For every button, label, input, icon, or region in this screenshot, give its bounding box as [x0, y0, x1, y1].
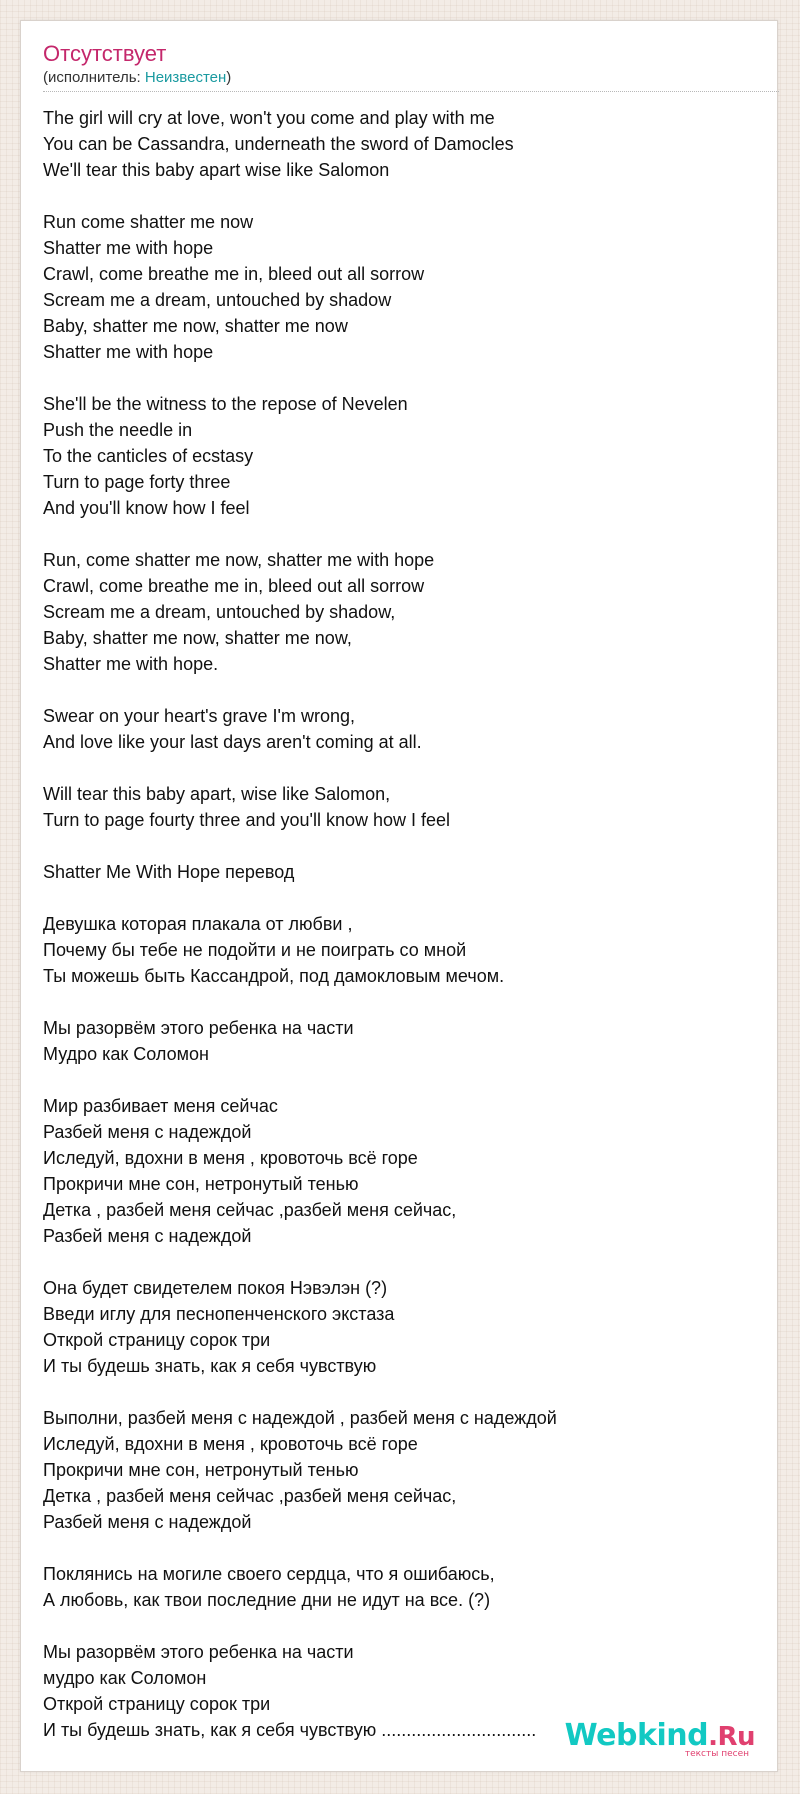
lyric-line: мудро как Соломон	[43, 1668, 207, 1688]
lyric-line: Она будет свидетелем покоя Нэвэлэн (?)	[43, 1278, 388, 1298]
lyric-line: Иследуй, вдохни в меня , кровоточь всё горе	[43, 1148, 418, 1168]
lyric-line: А любовь, как твои последние дни не идут на все. (?)	[43, 1590, 491, 1610]
lyric-line: She'll be the witness to the repose of Nevelen	[43, 394, 408, 414]
lyric-line: Введи иглу для песнопенченского экстаза	[43, 1304, 395, 1324]
lyric-line: Мудро как Соломон	[43, 1044, 209, 1064]
lyric-line: Run, come shatter me now, shatter me with hope	[43, 550, 435, 570]
lyric-line: Baby, shatter me now, shatter me now	[43, 316, 348, 336]
lyric-line: Прокричи мне сон, нетронутый тенью	[43, 1174, 359, 1194]
lyric-line: And love like your last days aren't coming at all.	[43, 732, 422, 752]
lyric-line: Детка , разбей меня сейчас ,разбей меня сейчас,	[43, 1200, 457, 1220]
lyric-line: Baby, shatter me now, shatter me now,	[43, 628, 352, 648]
lyric-line: And you'll know how I feel	[43, 498, 250, 518]
lyric-line: Shatter me with hope	[43, 342, 214, 362]
stanza-break	[43, 1535, 757, 1561]
stanza-break	[43, 1067, 757, 1093]
lyric-line: To the canticles of ecstasy	[43, 446, 254, 466]
stanza-break	[43, 677, 757, 703]
lyric-line: Run come shatter me now	[43, 212, 254, 232]
lyric-line: You can be Cassandra, underneath the sword of Damocles	[43, 134, 514, 154]
artist-link[interactable]: Неизвестен	[144, 69, 227, 86]
lyric-line: Разбей меня с надеждой	[43, 1226, 252, 1246]
stanza-break	[43, 521, 757, 547]
stanza-break	[43, 833, 757, 859]
stanza-break	[43, 885, 757, 911]
lyric-line: И ты будешь знать, как я себя чувствую ...............................	[43, 1720, 537, 1740]
lyric-line: Turn to page fourty three and you'll know how I feel	[43, 810, 451, 830]
stanza-break	[43, 1249, 757, 1275]
webkind-logo	[565, 1720, 755, 1759]
stanza-break	[43, 1613, 757, 1639]
lyrics-card	[20, 20, 778, 1772]
stanza-break	[43, 755, 757, 781]
logo-tld: .Ru	[708, 1722, 755, 1752]
lyric-line: Прокричи мне сон, нетронутый тенью	[43, 1460, 359, 1480]
stanza-break	[43, 365, 757, 391]
lyric-line: Crawl, come breathe me in, bleed out all sorrow	[43, 576, 425, 596]
lyric-line: Поклянись на могиле своего сердца, что я ошибаюсь,	[43, 1564, 495, 1584]
lyric-line: Открой страницу сорок три	[43, 1330, 271, 1350]
artist-suffix: )	[226, 69, 232, 86]
lyric-line: Открой страницу сорок три	[43, 1694, 271, 1714]
logo-tagline: тексты песен	[684, 1749, 749, 1759]
header-divider	[43, 91, 779, 92]
lyric-line: Turn to page forty three	[43, 472, 231, 492]
lyric-line: Swear on your heart's grave I'm wrong,	[43, 706, 356, 726]
lyric-line: We'll tear this baby apart wise like Salomon	[43, 160, 390, 180]
lyric-line: Scream me a dream, untouched by shadow,	[43, 602, 396, 622]
lyric-line: Scream me a dream, untouched by shadow	[43, 290, 392, 310]
lyric-line: Мир разбивает меня сейчас	[43, 1096, 278, 1116]
song-title: Отсутствует	[43, 41, 167, 66]
lyric-line: Разбей меня с надеждой	[43, 1122, 252, 1142]
lyric-line: Мы разорвём этого ребенка на части	[43, 1018, 354, 1038]
lyric-line: Will tear this baby apart, wise like Salomon,	[43, 784, 391, 804]
logo-brand: Webkind	[564, 1718, 709, 1753]
lyric-line: Push the needle in	[43, 420, 193, 440]
lyric-line: Мы разорвём этого ребенка на части	[43, 1642, 354, 1662]
lyric-line: Shatter Me With Hope перевод	[43, 862, 295, 882]
stanza-break	[43, 1379, 757, 1405]
artist-prefix: (исполнитель:	[43, 69, 145, 86]
lyric-line: Crawl, come breathe me in, bleed out all sorrow	[43, 264, 425, 284]
lyric-line: The girl will cry at love, won't you come and play with me	[43, 108, 495, 128]
stanza-break	[43, 183, 757, 209]
song-header	[43, 41, 757, 87]
lyric-line: Выполни, разбей меня с надеждой , разбей меня с надеждой	[43, 1408, 557, 1428]
lyric-line: Shatter me with hope	[43, 238, 214, 258]
lyric-line: Разбей меня с надеждой	[43, 1512, 252, 1532]
lyric-line: Детка , разбей меня сейчас ,разбей меня сейчас,	[43, 1486, 457, 1506]
lyric-line: Девушка которая плакала от любви ,	[43, 914, 353, 934]
artist-line	[43, 69, 757, 87]
stanza-break	[43, 989, 757, 1015]
lyric-line: Shatter me with hope.	[43, 654, 219, 674]
lyric-line: И ты будешь знать, как я себя чувствую	[43, 1356, 377, 1376]
lyric-line: Ты можешь быть Кассандрой, под дамокловым мечом.	[43, 966, 505, 986]
lyric-line: Иследуй, вдохни в меня , кровоточь всё горе	[43, 1434, 418, 1454]
lyric-line: Почему бы тебе не подойти и не поиграть со мной	[43, 940, 467, 960]
lyrics-body	[43, 105, 757, 1743]
